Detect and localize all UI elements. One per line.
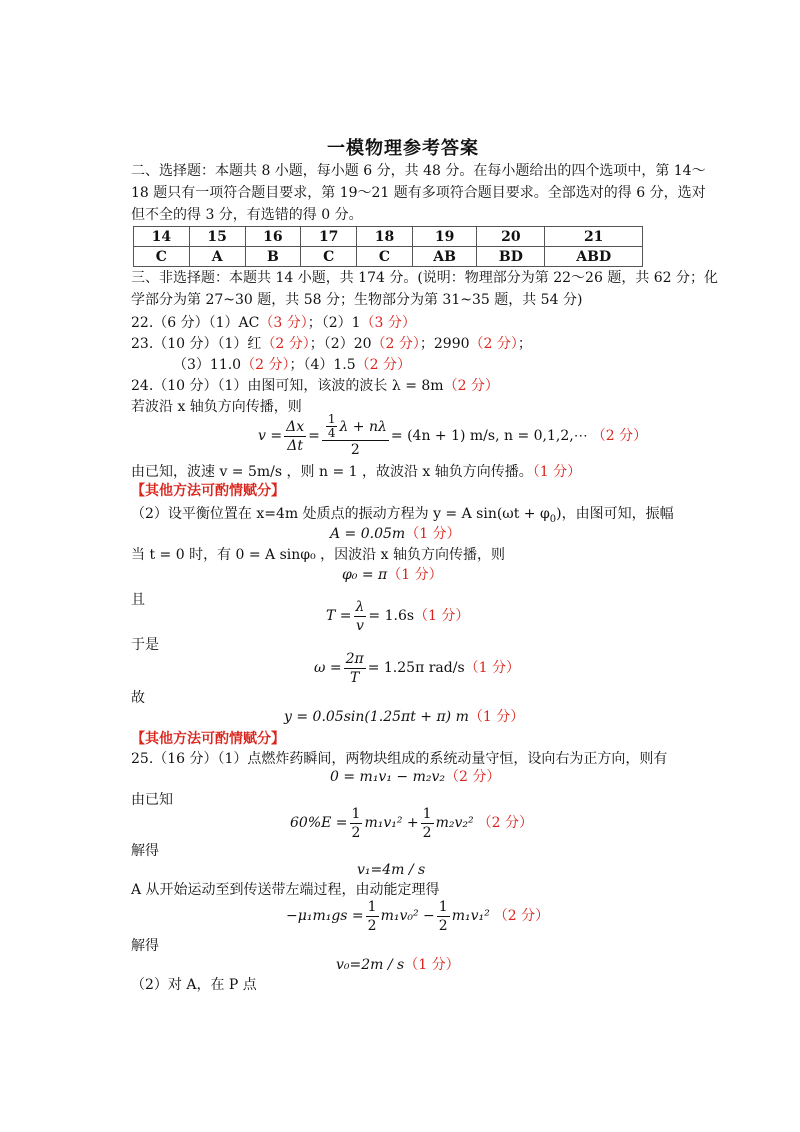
q24-line4-text: （2）设平衡位置在 x=4m 处质点的振动方程为 y = A sin(ωt + φ (131, 506, 550, 522)
eq-text: m₂v₂² (435, 815, 474, 831)
score-label: （1 分） (464, 660, 520, 676)
fraction-denominator: 2 (367, 917, 377, 934)
question-number: 15 (189, 227, 245, 247)
fraction-numerator: 1 (327, 412, 336, 426)
fraction-denominator: v (356, 617, 364, 634)
fraction-denominator: 2 (438, 917, 448, 934)
q22-answer (131, 313, 416, 333)
section2-line3: 但不全的得 3 分，有选错的得 0 分。 (131, 207, 363, 223)
answer-cell: AB (412, 247, 477, 267)
q23-a4: （3）11.0 (173, 357, 242, 373)
fraction-numerator: Δx (286, 418, 305, 435)
question-number: 17 (301, 227, 357, 247)
q24-eq-amplitude (330, 524, 461, 544)
fraction-numerator: λ (355, 598, 365, 615)
score-label: （2 分） (355, 357, 411, 373)
answer-table-number-row (134, 227, 643, 247)
score-label: （1 分） (532, 464, 582, 480)
q24-eq-period (326, 596, 469, 636)
q23-answer-line1 (131, 334, 532, 354)
section3-line1: 三、非选择题：本题共 14 小题，共 174 分。(说明：物理部分为第 22～26 题，共 62 分；化 (131, 270, 719, 286)
score-label: （2 分） (443, 378, 499, 394)
answer-cell: C (134, 247, 190, 267)
q25-line-A: A 从开始运动至到传送带左端过程，由动能定理得 (131, 882, 440, 898)
fraction-numerator: 1 (422, 805, 432, 822)
question-number: 21 (545, 227, 643, 247)
q24-line4-text: )，由图可知，振幅 (556, 506, 674, 522)
score-label: （1 分） (414, 608, 470, 624)
eq-text: = (4n + 1) m/s, n = 0,1,2,⋯ (390, 428, 588, 444)
q24-then: 于是 (131, 637, 159, 653)
q23-a5: ；（4）1.5 (289, 357, 356, 373)
answer-cell: C (357, 247, 413, 267)
fraction-denominator: 2 (350, 442, 360, 458)
answer-table-answer-row (134, 247, 643, 267)
eq-text: −μ₁m₁gs = (286, 908, 364, 924)
score-label: （2 分） (261, 336, 310, 352)
q24-eq-phase (342, 565, 443, 585)
q25-eq-v0 (336, 955, 460, 975)
section3-line2: 学部分为第 27~30 题，共 58 分；生物部分为第 31~35 题，共 54 分) (131, 292, 583, 308)
answer-cell: A (189, 247, 245, 267)
fraction (437, 898, 450, 935)
q24-and: 且 (131, 592, 145, 608)
fraction-denominator: 2 (351, 824, 361, 841)
eq-text: v₀=2m / s (336, 957, 405, 973)
other-method-note: 【其他方法可酌情赋分】 (131, 731, 285, 747)
q23-head: 23.（10 分）（1）红 (131, 336, 262, 352)
fraction-numerator: 1 (367, 898, 377, 915)
eq-text: = 1.25π rad/s (367, 660, 465, 676)
question-number: 18 (357, 227, 413, 247)
eq-text: m₁v₀² − (380, 908, 435, 924)
question-number: 16 (245, 227, 301, 247)
answer-cell: ABD (545, 247, 643, 267)
score-label: （3 分） (360, 315, 416, 331)
q23-a2: ；（2）20 (309, 336, 372, 352)
q23-end: ； (517, 336, 532, 352)
fraction-denominator: 2 (422, 824, 432, 841)
eq-text: 60%E = (290, 815, 348, 831)
eq-text: m₁v₁² (451, 908, 490, 924)
q24-head: 24.（10 分）（1）由图可知，该波的波长 λ = 8m (131, 378, 444, 394)
answer-cell: C (301, 247, 357, 267)
q24-line5: 当 t = 0 时，有 0 = A sinφ₀ ，因波沿 x 轴负方向传播，则 (131, 547, 505, 563)
eq-text: m₁v₁² + (364, 815, 419, 831)
eq-text: λ + nλ (339, 418, 387, 435)
q25-eq-work-energy (286, 896, 549, 936)
q25-head: 25.（16 分）（1）点燃炸药瞬间，两物块组成的系统动量守恒，设向右为正方向，则有 (131, 751, 668, 767)
fraction (284, 418, 306, 455)
q24-eq-displacement (284, 707, 524, 727)
answer-table (133, 226, 643, 267)
score-label: （2 分） (493, 908, 550, 924)
q24-line1 (131, 376, 499, 396)
fraction-denominator: 4 (327, 426, 336, 440)
fraction-denominator: T (349, 669, 360, 686)
fraction (350, 805, 363, 842)
question-number: 14 (134, 227, 190, 247)
q24-eq-omega (314, 648, 520, 688)
eq-text: φ₀ = π (342, 567, 388, 583)
subscript: 0 (549, 513, 557, 525)
fraction (366, 898, 379, 935)
q25-eq-energy (290, 803, 533, 843)
q24-equation-velocity (258, 410, 647, 462)
section2-line1: 二、选择题：本题共 8 小题，每小题 6 分，共 48 分。在每小题给出的四个选项中，第 14～ (131, 163, 706, 179)
score-label: （2 分） (445, 769, 501, 785)
q23-answer-line2 (173, 355, 411, 375)
eq-text: y = 0.05sin(1.25πt + π) m (284, 709, 469, 725)
eq-text: = (308, 428, 320, 444)
q25-solve2: 解得 (131, 938, 159, 954)
score-label: （2 分） (477, 815, 533, 831)
score-label: （2 分） (469, 336, 518, 352)
fraction-numerator (322, 413, 389, 441)
question-number: 19 (412, 227, 477, 247)
q25-part2: （2）对 A，在 P 点 (131, 977, 257, 993)
score-label: （2 分） (371, 336, 420, 352)
other-method-note: 【其他方法可酌情赋分】 (131, 483, 285, 499)
q25-eq-v1: v₁=4m / s (357, 862, 426, 878)
section2-line2: 18 题只有一项符合题目要求，第 19～21 题有多项符合题目要求。全部选对的得 6 分，选对 (131, 185, 706, 201)
q25-solve1: 解得 (131, 843, 159, 859)
fraction-numerator: 1 (351, 805, 361, 822)
fraction (354, 598, 367, 635)
q25-eq-momentum (330, 767, 500, 787)
q24-line3 (131, 462, 581, 482)
page-title: 一模物理参考答案 (327, 138, 479, 159)
answer-cell: B (245, 247, 301, 267)
score-label: （1 分） (404, 957, 460, 973)
score-label: （2 分） (591, 428, 648, 444)
score-label: （3 分） (259, 315, 308, 331)
fraction (421, 805, 434, 842)
eq-text: A = 0.05m (330, 526, 406, 542)
question-number: 20 (477, 227, 545, 247)
fraction (326, 413, 338, 440)
eq-text: 0 = m₁v₁ − m₂v₂ (330, 769, 445, 785)
eq-text: = 1.6s (368, 608, 415, 624)
score-label: （1 分） (387, 567, 443, 583)
q24-therefore: 故 (131, 690, 145, 706)
q24-line3-text: 由已知，波速 v = 5m/s ，则 n = 1 ，故波沿 x 轴负方向传播。 (131, 464, 533, 480)
eq-text: v = (258, 428, 283, 444)
q22-head: 22.（6 分）（1）AC (131, 315, 260, 331)
fraction-numerator: 1 (438, 898, 448, 915)
score-label: （1 分） (405, 526, 461, 542)
q23-a3: ；2990 (419, 336, 470, 352)
eq-text: T = (326, 608, 352, 624)
q22-mid: ；（2）1 (307, 315, 361, 331)
score-label: （1 分） (468, 709, 525, 725)
fraction-numerator: 2π (345, 650, 364, 667)
fraction (344, 650, 366, 687)
score-label: （2 分） (241, 357, 290, 373)
q24-line2: 若波沿 x 轴负方向传播，则 (131, 399, 302, 415)
answer-cell: BD (477, 247, 545, 267)
fraction (322, 413, 389, 459)
q25-known: 由已知 (131, 792, 173, 808)
fraction-denominator: Δt (287, 437, 303, 454)
eq-text: ω = (314, 660, 342, 676)
